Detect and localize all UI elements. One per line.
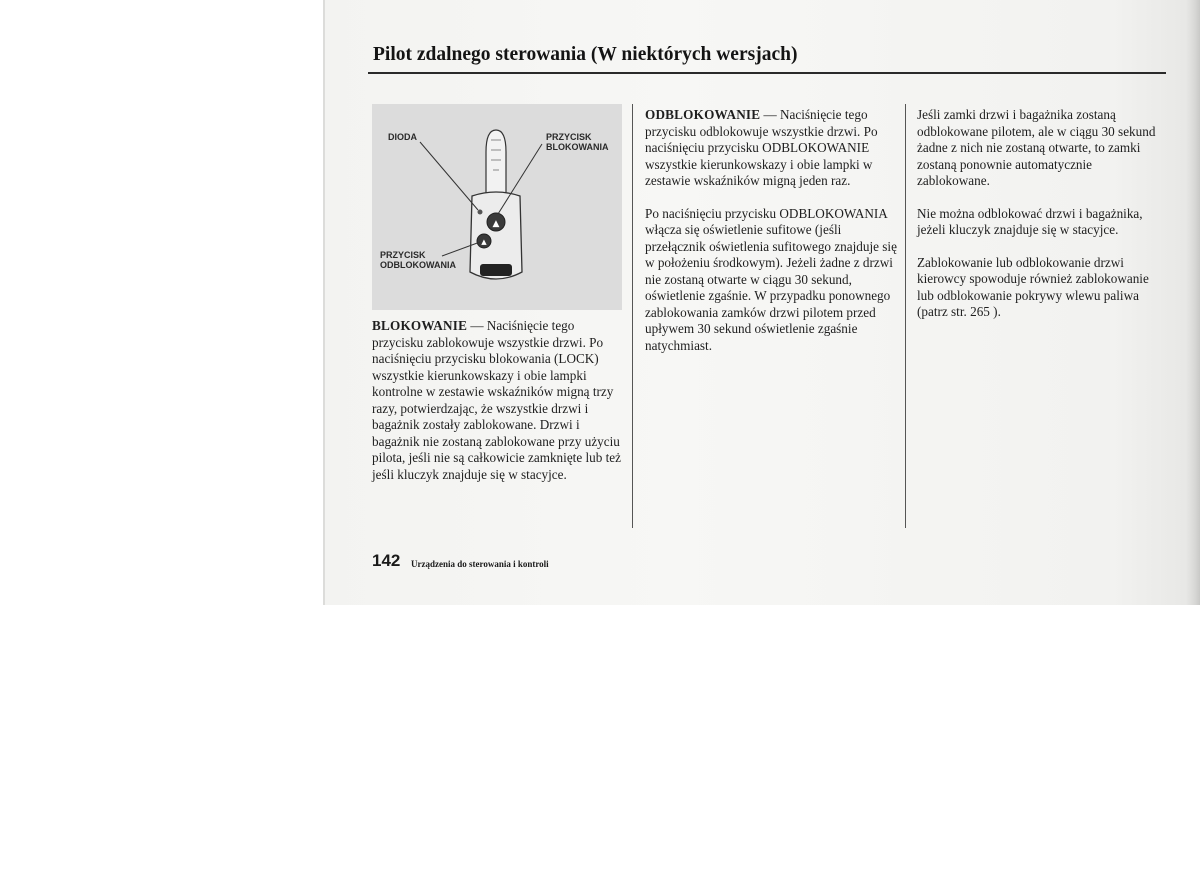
remote-key-illustration <box>372 104 622 310</box>
auto-relock-paragraph: Jeśli zamki drzwi i bagażnika zostaną odblokowane pilotem, ale w ciągu 30 sekund żadne z nich nie zostaną otwarte, to zamki zostaną ponownie automatycznie zablokowane. <box>917 107 1156 188</box>
lock-term: BLOKOWANIE <box>372 318 468 333</box>
unlock-description: Naciśnięcie tego przycisku odblokowuje wszystkie drzwi. Po naciśnięciu przycisku ODBLOKOWANIE wszystkie kierunkowskazy i obie lampki w zestawie wskaźników migną jeden raz. <box>645 107 878 188</box>
column-3-text <box>917 107 1167 337</box>
column-divider-2 <box>905 104 906 528</box>
page-edge-shadow <box>1186 0 1200 605</box>
figure-label-led: DIODA <box>388 132 417 142</box>
title-underline <box>368 72 1166 74</box>
column-divider-1 <box>632 104 633 528</box>
figure-label-unlock: PRZYCISK ODBLOKOWANIA <box>380 250 456 270</box>
lock-description: Naciśnięcie tego przycisku zablokowuje wszystkie drzwi. Po naciśnięciu przycisku blokowania (LOCK) wszystkie kierunkowskazy i obie lampki kontrolne w zestawie wskaźników migną trzy razy, potwierdzając, że wszystkie drzwi i bagażnik zostały zablokowane. Drzwi i bagażnik nie zostaną zablokowane przy użyciu pilota, jeśli nie są całkowicie zamknięte lub też jeśli kluczyk znajduje się w stacyjce. <box>372 318 622 482</box>
svg-text:▲: ▲ <box>492 219 500 229</box>
lock-dash: — <box>470 318 484 333</box>
led-leader-line <box>420 142 478 210</box>
svg-text:▲: ▲ <box>481 238 487 246</box>
key-fob-tip <box>480 264 512 276</box>
lock-paragraph <box>372 318 628 483</box>
interior-light-paragraph: Po naciśnięciu przycisku ODBLOKOWANIA włącza się oświetlenie sufitowe (jeśli przełącznik oświetlenia sufitowego znajduje się w położeniu środkowym). Jeżeli żadne z drzwi nie zostaną otwarte w ciągu 30 sekund, oświetlenie zgaśnie. W przypadku ponownego zablokowania zamków drzwi pilotem przed upływem 30 sekund oświetlenie zgaśnie natychmiast. <box>645 205 897 353</box>
figure-label-lock: PRZYCISK BLOKOWANIA <box>546 132 609 152</box>
page-title: Pilot zdalnego sterowania (W niektórych wersjach) <box>373 44 798 65</box>
unlock-paragraph <box>645 107 900 190</box>
section-name: Urządzenia do sterowania i kontroli <box>411 559 549 569</box>
page-number: 142 <box>372 551 401 570</box>
column-2-text <box>645 107 900 370</box>
key-in-ignition-paragraph: Nie można odblokować drzwi i bagażnika, jeżeli kluczyk znajduje się w stacyjce. <box>917 205 1143 237</box>
column-1-text <box>372 318 628 499</box>
fuel-flap-paragraph: Zablokowanie lub odblokowanie drzwi kierowcy spowoduje również zablokowanie lub odblokowanie pokrywy wlewu paliwa (patrz str. 265 ). <box>917 254 1149 319</box>
led-indicator <box>478 210 483 215</box>
unlock-term: ODBLOKOWANIE <box>645 107 761 122</box>
unlock-dash: — <box>763 107 777 122</box>
